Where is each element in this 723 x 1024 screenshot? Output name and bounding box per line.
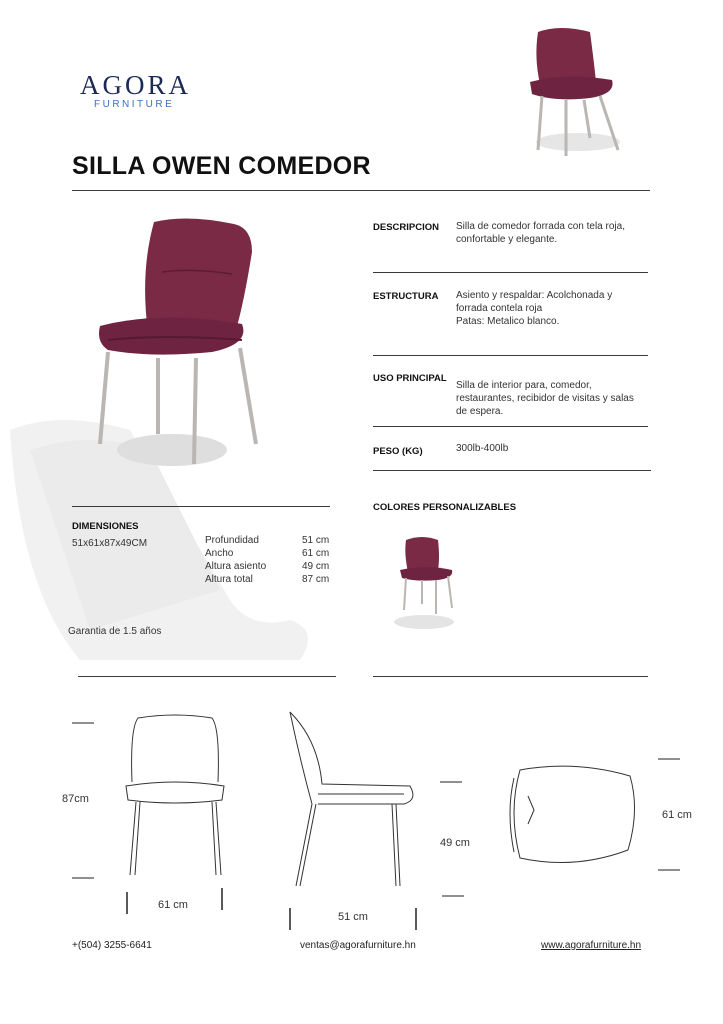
descripcion-text bbox=[456, 220, 656, 246]
spec-divider bbox=[373, 470, 651, 471]
top-view-drawing bbox=[510, 766, 635, 862]
dim-value: 87 cm bbox=[302, 574, 330, 585]
dimensions-values bbox=[302, 534, 329, 586]
seat-height-label: 49 cm bbox=[440, 837, 470, 849]
uso-line: Silla de interior para, comedor, bbox=[456, 380, 592, 391]
chair-thumbnail-top bbox=[520, 22, 640, 162]
spec-divider bbox=[373, 355, 648, 356]
chair-color-swatch bbox=[392, 534, 462, 634]
dim-name: Altura total bbox=[205, 574, 253, 585]
front-view-drawing bbox=[126, 715, 224, 875]
estructura-line: forrada contela roja bbox=[456, 303, 543, 314]
dimensions-label: DIMENSIONES bbox=[72, 521, 139, 532]
footer-website-link[interactable]: www.agorafurniture.hn bbox=[541, 940, 642, 951]
spec-divider bbox=[373, 272, 648, 273]
height-total-label: 87cm bbox=[62, 793, 89, 805]
colores-label: COLORES PERSONALIZABLES bbox=[373, 502, 517, 513]
estructura-line: Patas: Metalico blanco. bbox=[456, 316, 560, 327]
technical-drawings bbox=[0, 700, 723, 940]
dimensions-names bbox=[205, 534, 266, 586]
footer-phone[interactable]: +(504) 3255-6641 bbox=[72, 940, 152, 951]
side-view-drawing bbox=[290, 712, 413, 886]
warranty-text: Garantia de 1.5 años bbox=[68, 626, 162, 637]
title-divider bbox=[72, 190, 650, 191]
peso-value: 300lb-400lb bbox=[456, 443, 509, 454]
estructura-text bbox=[456, 289, 656, 328]
uso-principal-text bbox=[456, 379, 656, 418]
section-divider-left bbox=[78, 676, 336, 677]
dim-value: 51 cm bbox=[302, 535, 330, 546]
descripcion-line: Silla de comedor forrada con tela roja, bbox=[456, 221, 625, 232]
product-title: SILLA OWEN COMEDOR bbox=[72, 152, 371, 180]
dim-name: Profundidad bbox=[205, 535, 259, 546]
uso-line: de espera. bbox=[456, 406, 504, 417]
spec-divider bbox=[373, 426, 648, 427]
dimensions-divider bbox=[72, 506, 330, 507]
descripcion-label: DESCRIPCION bbox=[373, 222, 439, 233]
dim-name: Ancho bbox=[205, 548, 234, 559]
footer-email[interactable]: ventas@agorafurniture.hn bbox=[300, 940, 416, 951]
width-top-label: 61 cm bbox=[662, 809, 692, 821]
peso-label: PESO (KG) bbox=[373, 446, 423, 457]
dim-name: Altura asiento bbox=[205, 561, 267, 572]
descripcion-line: confortable y elegante. bbox=[456, 234, 558, 245]
section-divider-right bbox=[373, 676, 648, 677]
dim-value: 61 cm bbox=[302, 548, 330, 559]
width-front-label: 61 cm bbox=[158, 899, 188, 911]
brand-logo-wordmark: AGORA bbox=[80, 70, 192, 100]
brand-logo-subtitle: FURNITURE bbox=[94, 99, 175, 110]
estructura-label: ESTRUCTURA bbox=[373, 291, 439, 302]
chair-main-photo bbox=[92, 212, 272, 477]
uso-principal-label: USO PRINCIPAL bbox=[373, 373, 447, 384]
uso-line: restaurantes, recibidor de visitas y salas bbox=[456, 393, 634, 404]
dimensions-code: 51x61x87x49CM bbox=[72, 538, 148, 549]
depth-side-label: 51 cm bbox=[338, 911, 368, 923]
dim-value: 49 cm bbox=[302, 561, 330, 572]
estructura-line: Asiento y respaldar: Acolchonada y bbox=[456, 290, 613, 301]
